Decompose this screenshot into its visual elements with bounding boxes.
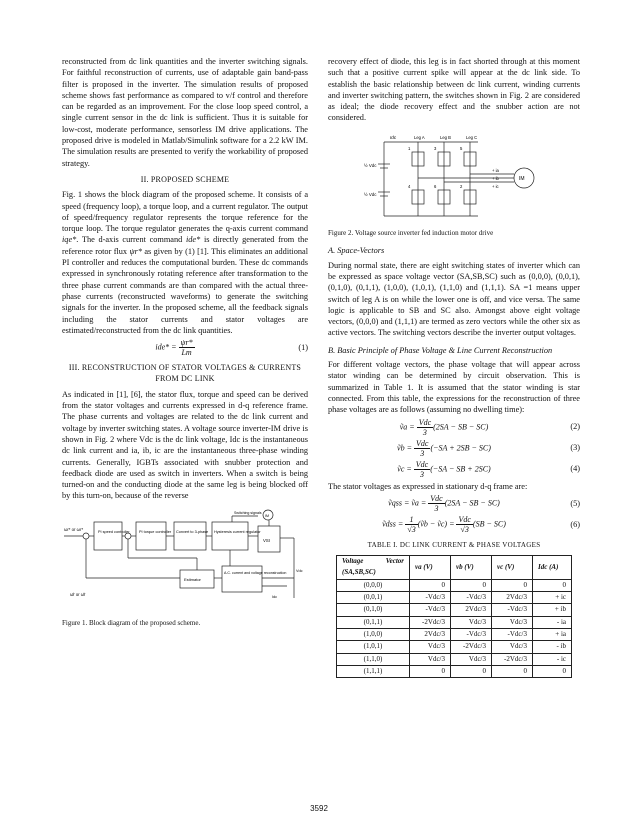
svg-text:Leg B: Leg B [440,134,451,140]
phase-voltage-paragraph: For different voltage vectors, the phase voltage that will appear across stator winding can be determined by circuit observation. This is summarized in Table 1. It is assumed that the stator winding is star connected. From this table, the expressions for the reconstruction of three phase voltages are as follows (assuming no dwelling time): [328,360,580,415]
psi-symbol: ψr* [129,246,142,256]
svg-text:1: 1 [408,145,411,151]
svg-text:Leg C: Leg C [466,134,478,140]
svg-text:A.C. current and voltage recon: A.C. current and voltage reconstruction [224,570,287,575]
table-cell: 0 [533,579,572,591]
svg-text:Idc: Idc [390,134,397,140]
space-vector-paragraph: During normal state, there are eight switching states of inverter which can be expressed as space voltage vector (SA,SB,SC) such as (0,0,0), (0,0,1), (0,1,0), (0,1,1), (1,0,0), (1,0,1), (1,1,0) and (1,1,1). SA =1 means upper switch of leg A is on while the lower one is off, and vice versa. The same logic is applicable to SB and SC also. Amongst above eight voltage vectors, (0,0,0) and (1,1,1) are termed as zero vectors while the other six as active vectors. The switching vectors describe the inverter output voltages. [328,260,580,338]
svg-text:+ ib: + ib [492,175,499,181]
table-cell: -Vdc/3 [451,592,492,604]
section-heading-iii: III. RECONSTRUCTION OF STATOR VOLTAGES & CURRENTS FROM DC LINK [68,363,302,384]
table-header: Idc (A) [533,556,572,580]
svg-text:IM: IM [265,513,269,518]
svg-text:PI torque controller: PI torque controller [139,529,172,534]
table-cell: + ic [533,592,572,604]
table-cell: 0 [533,665,572,677]
svg-text:2: 2 [460,183,463,189]
left-paragraph-3: As indicated in [1], [6], the stator flux, torque and speed can be derived from the stator voltages and currents expressed in d-q reference frame. The phase currents and voltages are related to the dc link current and voltage by inverter switching states. A voltage source inverter-IM drive is shown in Fig. 2 where Vdc is the dc link voltage, Idc is the instantaneous dc link current and ia, ib, ic are the instantaneous three-phase winding currents. Generally, IGBTs associated with snubber protection and feedback diode are used as switch in inverters. When a switch is being turned-on and the conducting diode at the same leg is being blocked off by this turn-on, because of the reverse [62,389,308,501]
table-row [337,592,572,604]
svg-text:ω̂r or ω̂r: ω̂r or ω̂r [70,591,86,597]
hysteresis-block [212,522,248,550]
right-column [328,56,580,678]
equation-1: ide* = $\frac{\psi r*}{Lm}$ (1) [155,338,308,358]
table-cell: Vdc/3 [410,641,451,653]
svg-text:Hysteresis current regulator: Hysteresis current regulator [214,529,261,534]
table-row [337,604,572,616]
ide-symbol: ide* [185,235,201,245]
pi-torque-block [136,522,166,550]
svg-text:+ ia: + ia [492,167,499,173]
svg-text:4: 4 [408,183,411,189]
equation-5: ṽqss = ṽa = $\frac{\text{Vdc}}{3}$ (2SA − SB − SC) (5) [388,493,580,513]
equation-2: ṽa = $\frac{\text{Vdc}}{3}$ (2SA − SB − SC) (2) [399,417,580,437]
table-cell: (1,0,0) [337,628,410,640]
svg-text:Vdc: Vdc [296,568,303,573]
svg-text:½ Vdc: ½ Vdc [364,191,377,197]
table-cell: (0,1,0) [337,604,410,616]
table-cell: 0 [451,579,492,591]
table-header: vb (V) [451,556,492,580]
table-row [337,579,572,591]
right-paragraph-1: recovery effect of diode, this leg is in fact shorted through at this moment such that a positive current spike will appear at the dc link side. To establish the basic relationship between dc link current, winding currents and inverter switching pattern, the switches shown in Fig. 2 are considered as ideal; the diode recovery effect and the snubber action are not considered. [328,57,580,123]
table-cell: 2Vdc/3 [492,592,533,604]
svg-text:+ ic: + ic [492,183,499,189]
table-cell: -2Vdc/3 [451,641,492,653]
table-row [337,665,572,677]
table-cell: 2Vdc/3 [410,628,451,640]
table-header: va (V) [410,556,451,580]
block-diagram [62,508,308,612]
table-cell: (1,1,0) [337,653,410,665]
table-1-caption: TABLE I. DC LINK CURRENT & PHASE VOLTAGES [367,540,541,549]
left-column [62,56,308,629]
table-cell: Vdc/3 [451,653,492,665]
reconstruction-block [222,566,262,592]
figure-2-caption: Figure 2. Voltage source inverter fed induction motor drive [328,229,494,238]
convert-block [174,522,209,550]
phase-voltage-table [336,555,572,678]
table-cell: - ic [533,653,572,665]
table-cell: 0 [492,665,533,677]
svg-text:5: 5 [460,145,463,151]
table-cell: + ia [533,628,572,640]
table-cell: 0 [410,665,451,677]
svg-text:Estimator: Estimator [184,576,201,582]
svg-text:½ Vdc: ½ Vdc [364,162,377,168]
equation-6: ṽdss = $\frac{1}{√3}$ (ṽb − ṽc) = $\frac{\text{Vdc}}{√3}$ (SB − SC) (6) [382,514,580,534]
inverter-circuit [328,130,580,222]
pi-speed-block [94,522,122,550]
left-paragraph-1: reconstructed from dc link quantities and the inverter switching signals. For faithful reconstruction of currents, use of adaptable gain band-pass filter is proposed in the inverter. The simulation results of proposed scheme shows fast performance as compared to v/f control and therefore can be regarded as an improvement. For the close loop speed control, a single current sensor in the dc link is sufficient. Thus it is suitable for low-cost, moderate performance, sensorless IM drive applications. The proposed drive is modeled in Matlab/Simulink software for a 2.2 kW IM. The simulation results are presented to verify the workability of proposed strategy. [62,57,308,168]
table-row [337,616,572,628]
table-cell: -Vdc/3 [451,628,492,640]
table-cell: Vdc/3 [451,616,492,628]
table-cell: 0 [492,579,533,591]
left-paragraph-2: Fig. 1 shows the block diagram of the proposed scheme. It consists of a speed (frequency loop), a torque loop, and a current regulator. The output of speed/frequency regulator represents the torque reference for the torque loop. The torque regulator generates the q-axis current command iqe*. The d-axis current command ide* is directly generated from the reference rotor flux ψr* as given by (1) [1]. This eliminates an additional PI controller and reduces the computational burden. These dc commands expressed in synchronously rotating reference after transformation to the three phase current commands are than compared with the actual three-phase currents (reconstructed waveforms) to generate the switching signals for the inverter. In the proposed scheme, all the feedback signals including the stator currents and stator voltages are estimated/reconstructed from the dc link quantities. [62,190,309,335]
table-cell: -Vdc/3 [410,604,451,616]
table-header: Voltage Vector (SA,SB,SC) [337,556,410,580]
table-cell: -2Vdc/3 [410,616,451,628]
table-cell: 2Vdc/3 [451,604,492,616]
svg-text:Leg A: Leg A [414,134,425,140]
figure-1 [62,508,308,630]
table-cell: (1,0,1) [337,641,410,653]
table-cell: - ib [533,641,572,653]
table-cell: Vdc/3 [492,641,533,653]
section-heading-ii: II. PROPOSED SCHEME [140,174,230,184]
table-cell: 0 [451,665,492,677]
svg-text:Idc: Idc [272,594,278,599]
svg-text:IM: IM [519,175,525,182]
table-cell: -2Vdc/3 [492,653,533,665]
svg-text:6: 6 [434,183,437,189]
table-cell: (0,0,1) [337,592,410,604]
svg-text:Switching signals: Switching signals [234,510,262,515]
table-cell: -Vdc/3 [492,628,533,640]
table-cell: Vdc/3 [492,616,533,628]
svg-text:PI speed controller: PI speed controller [98,529,130,534]
iqe-symbol: iqe* [62,235,77,245]
table-cell: -Vdc/3 [492,604,533,616]
page-number: 3592 [310,804,328,813]
equation-3: ṽb = $\frac{\text{Vdc}}{3}$ (−SA + 2SB − SC) (3) [397,438,580,458]
table-header-row [337,556,572,580]
table-row [337,641,572,653]
table-cell: + ib [533,604,572,616]
table-row [337,628,572,640]
table-cell: (1,1,1) [337,665,410,677]
svg-text:Convert to 3-phase: Convert to 3-phase [176,529,209,534]
subsection-a-heading: A. Space-Vectors [328,246,385,256]
figure-2 [328,130,580,240]
table-cell: Vdc/3 [410,653,451,665]
table-cell: -Vdc/3 [410,592,451,604]
equation-4: ṽc = $\frac{\text{Vdc}}{3}$ (−SA − SB + 2SC) (4) [397,459,580,479]
table-cell: 0 [410,579,451,591]
figure-1-caption: Figure 1. Block diagram of the proposed scheme. [62,618,201,627]
svg-text:3: 3 [434,145,437,151]
subsection-b-heading: B. Basic Principle of Phase Voltage & Line Current Reconstruction [328,345,553,355]
dq-frame-sentence: The stator voltages as expressed in stationary d-q frame are: [328,481,528,491]
table-cell: (0,0,0) [337,579,410,591]
table-cell: (0,1,1) [337,616,410,628]
svg-text:VSI: VSI [263,537,270,543]
table-header: vc (V) [492,556,533,580]
table-cell: - ia [533,616,572,628]
table-row [337,653,572,665]
svg-text:ωr* or ωr*: ωr* or ωr* [64,526,84,532]
